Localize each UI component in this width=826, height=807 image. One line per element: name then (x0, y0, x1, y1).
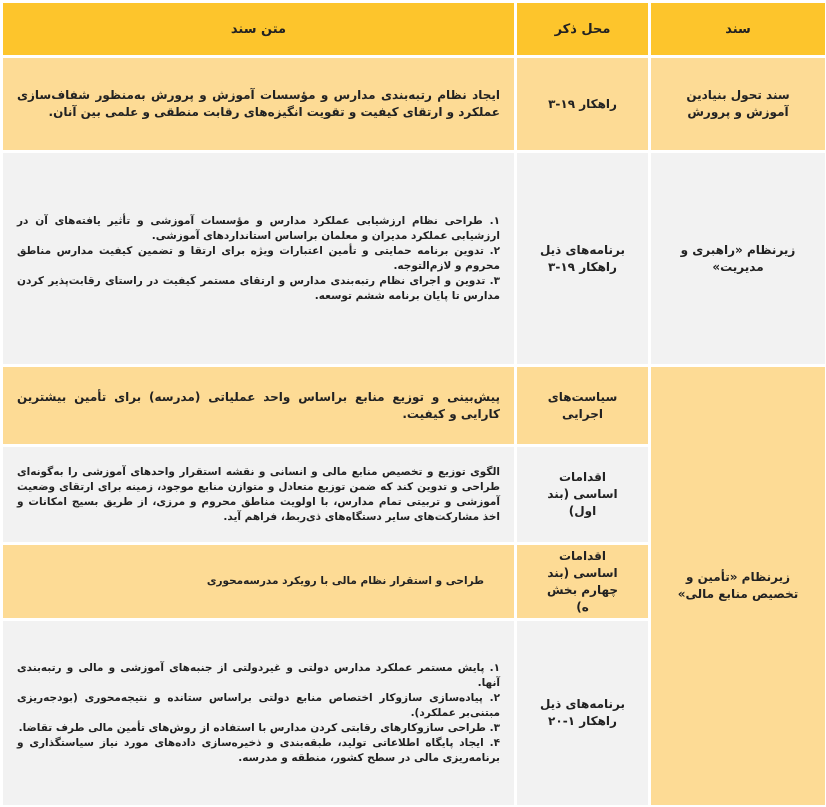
row2-doc-text: زیرنظام «راهبری و مدیریت» (680, 242, 796, 274)
row5-text (3, 545, 514, 618)
row2-text (3, 153, 514, 364)
header-doc: سند (651, 3, 825, 55)
row1-text-content: ایجاد نظام رتبه‌بندی مدارس و مؤسسات آموزش و پرورش به‌منظور شفاف‌سازی عملکرد و ارتقای کیفیت و تقویت انگیزه‌های رقابت منطقی و علمی بین آنان. (17, 88, 500, 119)
row1-text (3, 58, 514, 150)
list-item: ۱. طراحی نظام ارزشیابی عملکرد مدارس و مؤسسات آموزشی و تأثیر یافته‌های آن در ارزشیابی عملکرد مدیران و معلمان براساس استانداردهای آموزشی. (17, 214, 500, 242)
row4-text-content: الگوی توزیع و تخصیص منابع مالی و انسانی و نقشه استقرار واحدهای آموزشی را به‌گونه‌ای طراحی و تدوین کند که ضمن توزیع متعادل و متوازن منابع موجود، زمینه برای ارتقای وضعیت آموزشی و تربیتی تمام مدارس، با اولویت مناطق محروم و مرزی، از طریق بسیج امکانات و اخذ مشارکت‌های سایر دستگاه‌های ذی‌ربط، فراهم آید. (17, 465, 500, 523)
header-text: متن سند (3, 3, 514, 55)
header-place: محل ذکر (517, 3, 648, 55)
row3-place (517, 367, 648, 444)
row3-text-content: پیش‌بینی و توزیع منابع براساس واحد عملیاتی (مدرسه) برای تأمین بیشترین کارایی و کیفیت. (17, 389, 500, 421)
row2-place (517, 153, 648, 364)
row6-place-text: برنامه‌های ذیل راهکار ۱-۲۰ (539, 697, 626, 728)
row4-place-text: اقدامات اساسی (بند اول) (547, 470, 618, 518)
row4-place (517, 447, 648, 542)
group-doc-text: زیرنظام «تأمین و تخصیص منابع مالی» (677, 570, 799, 601)
row4-text (3, 447, 514, 542)
row5-place (517, 545, 648, 618)
row2-list (17, 214, 500, 304)
row5-place-text: اقدامات اساسی (بند چهارم بخش ه) (546, 548, 619, 614)
row3-text (3, 367, 514, 444)
row2-doc (651, 153, 825, 364)
row6-list (17, 661, 500, 766)
list-item: ۴. ایجاد پایگاه اطلاعاتی تولید، طبقه‌بندی و ذخیره‌سازی داده‌های مورد نیاز سیاستگذاری و برنامه‌ریزی مالی در سطح کشور، منطقه و مدرسه. (17, 736, 500, 764)
list-item: ۳. تدوین و اجرای نظام رتبه‌بندی مدارس و ارتقای مستمر کیفیت در راستای رقابت‌پذیر کردن مدارس تا پایان برنامه ششم توسعه. (17, 274, 500, 302)
row5-text-content: طراحی و استقرار نظام مالی با رویکرد مدرسه‌محوری (206, 575, 484, 587)
list-item: ۱. پایش مستمر عملکرد مدارس دولتی و غیردولتی از جنبه‌های آموزشی و مالی و رتبه‌بندی آنها. (17, 661, 500, 689)
row1-doc (651, 58, 825, 150)
list-item: ۳. طراحی سازوکارهای رقابتی کردن مدارس با استفاده از روش‌های تأمین مالی طرف تقاضا. (18, 721, 500, 734)
row1-place-text: راهکار ۱۹-۳ (548, 96, 617, 111)
list-item: ۲. پیاده‌سازی سازوکار اختصاص منابع دولتی براساس ستانده و نتیجه‌محوری (بودجه‌ریزی مبتنی‌بر عملکرد). (17, 691, 500, 719)
row1-doc-text: سند تحول بنیادین آموزش و پرورش (686, 88, 790, 119)
row1-place (517, 58, 648, 150)
row6-text (3, 621, 514, 805)
group-doc (651, 367, 825, 805)
row3-place-text: سیاست‌های اجرایی (547, 389, 618, 421)
row2-place-text: برنامه‌های ذیل راهکار ۱۹-۳ (539, 242, 626, 274)
row6-place (517, 621, 648, 805)
list-item: ۲. تدوین برنامه حمایتی و تأمین اعتبارات ویژه برای ارتقا و تضمین کیفیت مدارس مناطق محروم و لازم‌التوجه. (17, 244, 500, 272)
